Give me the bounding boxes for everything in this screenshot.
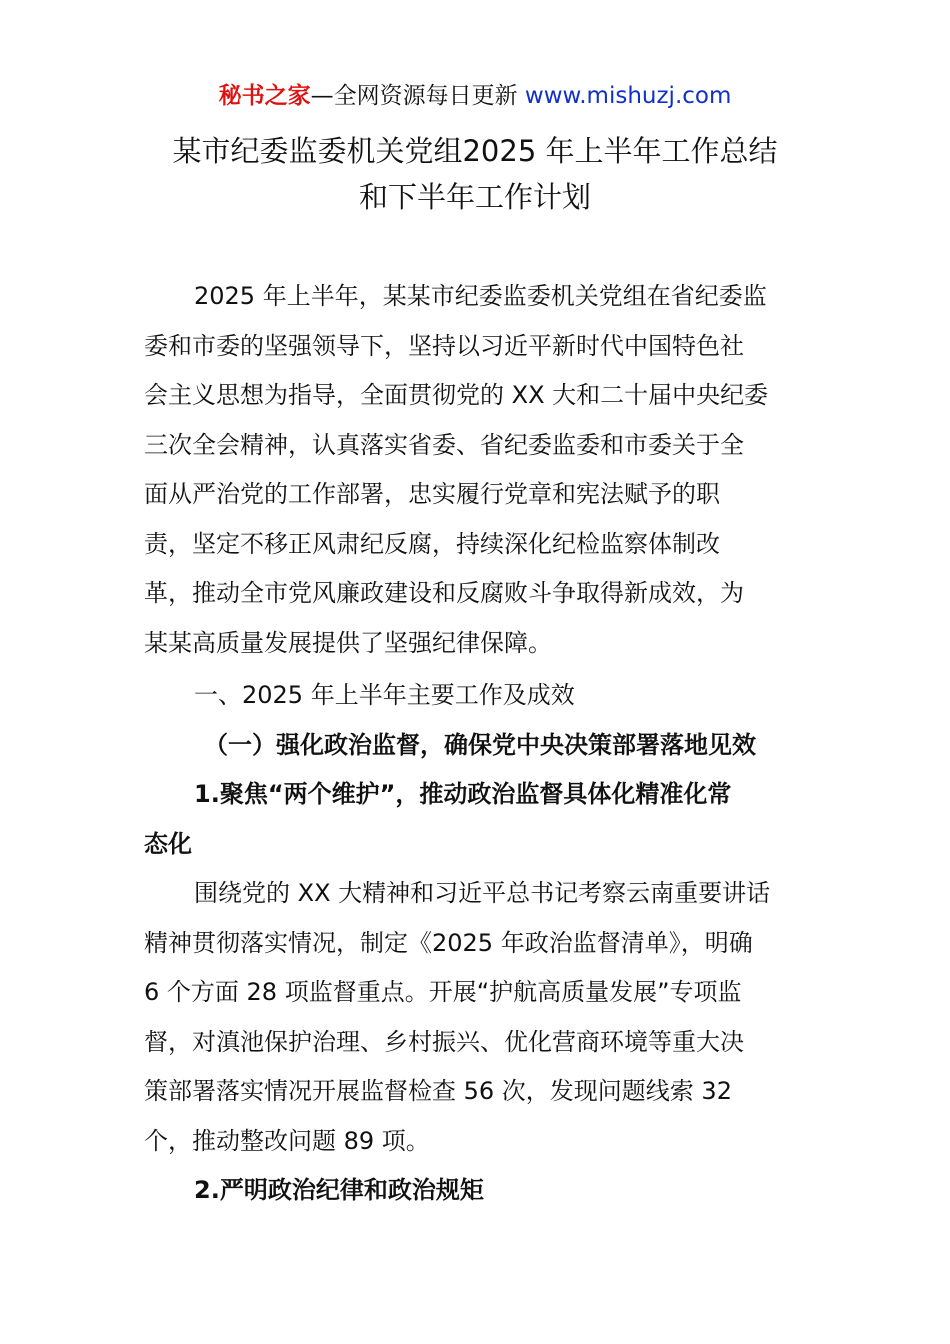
site-url-link[interactable]: www.mishuzj.com xyxy=(524,83,732,109)
paragraph-line: 三次全会精神，认真落实省委、省纪委监委和市委关于全 xyxy=(144,430,744,459)
site-brand: 秘书之家 xyxy=(218,83,311,109)
item-1-title: 1.聚焦“两个维护”，推动政治监督具体化精准化常 xyxy=(194,780,732,808)
paragraph-line: 面从严治党的工作部署，忠实履行党章和宪法赋予的职 xyxy=(144,480,720,508)
paragraph-line: 6 个方面 28 项监督重点。开展“护航高质量发展”专项监 xyxy=(144,978,742,1006)
subsection-heading: （一）强化政治监督，确保党中央决策部署落地见效 xyxy=(204,730,756,759)
section-heading: 一、2025 年上半年主要工作及成效 xyxy=(194,681,575,709)
paragraph-line: 个，推动整改问题 89 项。 xyxy=(144,1126,430,1155)
paragraph-line: 某某高质量发展提供了坚强纪律保障。 xyxy=(144,628,552,657)
paragraph-line: 委和市委的坚强领导下，坚持以习近平新时代中国特色社 xyxy=(144,331,744,360)
item-1-title-continued: 态化 xyxy=(144,829,192,858)
paragraph-line: 责，坚定不移正风肃纪反腐，持续深化纪检监察体制改 xyxy=(144,529,720,558)
intro-paragraph xyxy=(144,272,809,668)
paragraph-line: 2025 年上半年，某某市纪委监委机关党组在省纪委监 xyxy=(194,282,767,310)
paragraph-line: 督，对滇池保护治理、乡村振兴、优化营商环境等重大决 xyxy=(144,1027,744,1056)
paragraph-line: 围绕党的 XX 大精神和习近平总书记考察云南重要讲话 xyxy=(194,879,771,907)
paragraph-line: 会主义思想为指导，全面贯彻党的 XX 大和二十届中央纪委 xyxy=(144,381,769,409)
paragraph-line: 革，推动全市党风廉政建设和反腐败斗争取得新成效，为 xyxy=(144,579,744,607)
paragraph-line: 策部署落实情况开展监督检查 56 次，发现问题线索 32 xyxy=(144,1077,732,1105)
document-title-line-1: 某市纪委监委机关党组2025 年上半年工作总结 xyxy=(172,134,778,168)
site-tagline: —全网资源每日更新 xyxy=(310,83,518,109)
paragraph-line: 精神贯彻落实情况，制定《2025 年政治监督清单》，明确 xyxy=(144,928,753,957)
document-title xyxy=(100,128,850,220)
item-2-title: 2.严明政治纪律和政治规矩 xyxy=(194,1176,484,1204)
site-banner xyxy=(0,80,950,112)
section-1 xyxy=(144,671,809,1216)
document-title-line-2: 和下半年工作计划 xyxy=(358,180,591,214)
